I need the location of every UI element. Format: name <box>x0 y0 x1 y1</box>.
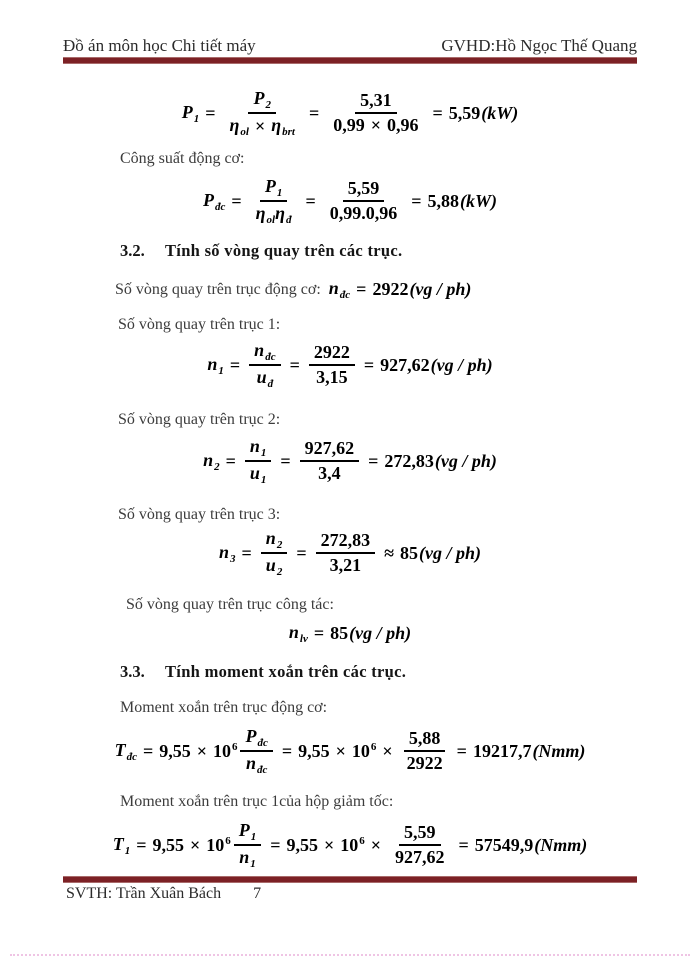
formula-nlv: $n_{lv}$ = 85 (vg / ph) <box>288 622 412 645</box>
formula-tdc: $T_{đc}$ = 9,55 × $10^6$ $\frac{P_{đc}}{n_{đc}}$ = 9,55 × $10^6$ × $\frac{5,88}{2922}$ = 19217,7 (Nmm) <box>114 726 586 776</box>
section-3-2-title: Tính số vòng quay trên các trục. <box>165 241 403 260</box>
formula-t1: $T_1$ = 9,55 × $10^6$ $\frac{P_1}{n_1}$ = 9,55 × $10^6$ × $\frac{5,59}{927,62}$ = 57549,9 (Nmm) <box>112 820 588 870</box>
footer-author: SVTH: Trần Xuân Bách <box>66 885 222 902</box>
formula-n2-row <box>60 436 640 486</box>
formula-tdc-row <box>60 726 640 776</box>
label-torque-shaft1: Moment xoắn trên trục 1của hộp giảm tốc: <box>120 793 394 810</box>
page-footer <box>66 885 261 903</box>
page-header <box>63 36 637 56</box>
section-3-2-number: 3.2. <box>120 241 145 260</box>
formula-p1-row <box>60 88 640 138</box>
formula-n1: $n_1$ = $\frac{n_{đc}}{u_đ}$ = $\frac{2922}{3,15}$ = 927,62 (vg / ph) <box>207 340 493 390</box>
formula-pdc-row <box>60 176 640 226</box>
section-3-3-number: 3.3. <box>120 662 145 681</box>
section-3-3 <box>120 662 406 682</box>
label-speed-motor: Số vòng quay trên trục động cơ: <box>115 280 321 298</box>
formula-n1-row <box>60 340 640 390</box>
footer-rule <box>63 876 637 883</box>
formula-p1: $P_1$ = $P_2$ $\eta_{ol}$ × $\eta_{brt}$ = 5,31 0,99 × 0,96 = 5,59 (kW) <box>181 88 519 138</box>
section-3-2 <box>120 241 402 261</box>
formula-n3: $n_3$ = $\frac{n_2}{u_2}$ = $\frac{272,83}{3,21}$ ≈ 85 (vg / ph) <box>219 528 481 578</box>
line-speed-motor <box>115 278 471 301</box>
label-torque-motor: Moment xoắn trên trục động cơ: <box>120 699 328 716</box>
header-rule <box>63 57 637 64</box>
section-3-3-title: Tính moment xoắn trên các trục. <box>165 662 407 681</box>
header-right-advisor: GVHD:Hồ Ngọc Thế Quang <box>441 36 637 55</box>
label-motor-power: Công suất động cơ: <box>120 150 245 167</box>
formula-n2: $n_2$ = $\frac{n_1}{u_1}$ = $\frac{927,62}{3,4}$ = 272,83 (vg / ph) <box>203 436 497 486</box>
header-left-title: Đồ án môn học Chi tiết máy <box>63 36 256 55</box>
formula-pdc: $P_{đc}$ = $P_1$ $\eta_{ol}$ $\eta_đ$ = $\frac{5,59}{0,99.0,96}$ = 5,88 (kW) <box>202 176 498 226</box>
formula-n3-row <box>60 528 640 578</box>
page-break-dotted-line <box>10 954 690 956</box>
label-speed-shaft1: Số vòng quay trên trục 1: <box>118 316 281 333</box>
formula-ndc: $n_{đc}$ = 2922 (vg / ph) <box>328 278 472 301</box>
formula-nlv-row <box>60 622 640 645</box>
footer-page-number: 7 <box>253 885 262 902</box>
label-speed-shaft3: Số vòng quay trên trục 3: <box>118 506 281 523</box>
formula-t1-row <box>60 820 640 870</box>
label-speed-work: Số vòng quay trên trục công tác: <box>126 596 334 613</box>
label-speed-shaft2: Số vòng quay trên trục 2: <box>118 411 281 428</box>
